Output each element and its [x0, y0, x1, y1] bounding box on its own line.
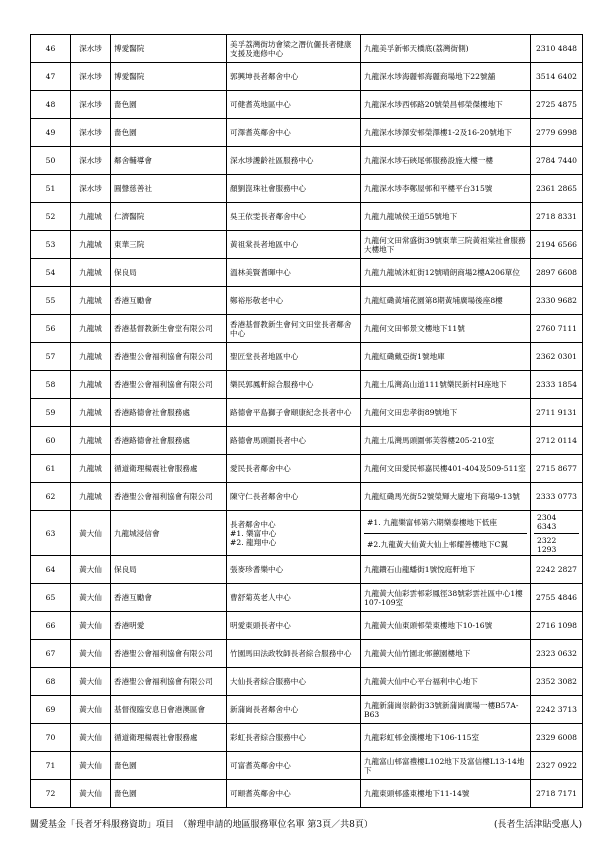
telephone-cell: 2718 8331: [531, 203, 583, 231]
telephone-cell: 2333 0773: [531, 483, 583, 511]
address-cell: 九龍九龍城沐虹街12號晴朗商場2樓A206單位: [361, 259, 531, 287]
service-units-sheet: [30, 34, 582, 808]
organization-cell: 嗇色園: [111, 119, 227, 147]
row-number: 61: [31, 455, 71, 483]
district-cell: 九龍城: [71, 231, 111, 259]
address-cell: 九龍深水埗海麗邨海麗商場地下22號舖: [361, 63, 531, 91]
district-cell: 黃大仙: [71, 696, 111, 724]
telephone-cell: 2329 6008: [531, 724, 583, 752]
address-cell: 九龍深水埗澤安邨榮澤樓1-2及16-20號地下: [361, 119, 531, 147]
address-cell: 九龍深水埗石硤尾邨服務設施大樓一樓: [361, 147, 531, 175]
district-cell: 黃大仙: [71, 668, 111, 696]
telephone-cell: 2755 4846: [531, 584, 583, 612]
unit-name-cell: 路德會馬頭圍長者中心: [227, 427, 361, 455]
row-number: 57: [31, 343, 71, 371]
table-row: [31, 780, 583, 808]
unit-name-cell: 黃祖棠長者地區中心: [227, 231, 361, 259]
telephone-cell: 2242 2827: [531, 556, 583, 584]
table-row: [31, 612, 583, 640]
table-row: [31, 91, 583, 119]
organization-cell: 循道衛理楊震社會服務處: [111, 724, 227, 752]
district-cell: 黃大仙: [71, 780, 111, 808]
table-row: [31, 399, 583, 427]
row-number: 53: [31, 231, 71, 259]
organization-cell: 香港互勵會: [111, 287, 227, 315]
telephone-cell: 2194 6566: [531, 231, 583, 259]
row-number: 54: [31, 259, 71, 287]
address-cell: 九龍富山邨富禮樓L102地下及富信樓L13-14地下: [361, 752, 531, 780]
address-cell: 九龍黃大仙彩雲邨彩鳳徑38號彩雲社區中心1樓107-109室: [361, 584, 531, 612]
unit-name-line: #1. 樂富中心: [230, 528, 277, 538]
table-row: [31, 287, 583, 315]
table-row: [31, 427, 583, 455]
unit-name-cell: 彩虹長者綜合服務中心: [227, 724, 361, 752]
address-cell: 九龍紅磡馬光街52號榮輝大廈地下商場9-13號: [361, 483, 531, 511]
organization-cell: 香港聖公會福利協會有限公司: [111, 343, 227, 371]
table-row: [31, 343, 583, 371]
row-number: 47: [31, 63, 71, 91]
organization-cell: 香港聖公會福利協會有限公司: [111, 371, 227, 399]
district-cell: 九龍城: [71, 427, 111, 455]
unit-name-cell: 香港基督教新生會何文田堂長者鄰舍中心: [227, 315, 361, 343]
telephone-cell: 2330 9682: [531, 287, 583, 315]
unit-name-cell: 顏劉崑珠社會服務中心: [227, 175, 361, 203]
table-row: [31, 119, 583, 147]
unit-name-line: #2. 龍翔中心: [230, 537, 277, 547]
address-cell: 九龍土瓜灣高山道111號樂民新村H座地下: [361, 371, 531, 399]
district-cell: 九龍城: [71, 483, 111, 511]
telephone-cell: 2784 7440: [531, 147, 583, 175]
table-row: [31, 259, 583, 287]
organization-cell: 保良局: [111, 556, 227, 584]
row-number: 58: [31, 371, 71, 399]
telephone-cell: 2718 7171: [531, 780, 583, 808]
district-cell: 九龍城: [71, 203, 111, 231]
address-cell: 九龍紅磡戴亞街1號地庫: [361, 343, 531, 371]
telephone-cell: 2760 7111: [531, 315, 583, 343]
table-row: [31, 724, 583, 752]
telephone-sub-row: 2322 1293: [534, 533, 579, 555]
telephone-cell: 2362 0301: [531, 343, 583, 371]
telephone-sub-row: 2304 6343: [537, 513, 557, 531]
district-cell: 深水埗: [71, 119, 111, 147]
organization-cell: 仁濟醫院: [111, 203, 227, 231]
row-number: 71: [31, 752, 71, 780]
unit-name-cell: 鄭裕彤敬老中心: [227, 287, 361, 315]
district-cell: 深水埗: [71, 175, 111, 203]
address-cell: 九龍黃大仙中心平台福利中心地下: [361, 668, 531, 696]
organization-cell: 香港聖公會福利協會有限公司: [111, 668, 227, 696]
telephone-cell: 2361 2865: [531, 175, 583, 203]
organization-cell: 圓聲慈善社: [111, 175, 227, 203]
organization-cell: 香港聖公會福利協會有限公司: [111, 640, 227, 668]
organization-cell: 鄰舍輔導會: [111, 147, 227, 175]
unit-name-cell: 明愛東頭長者中心: [227, 612, 361, 640]
unit-name-cell: 曹舒菊英老人中心: [227, 584, 361, 612]
telephone-cell: 2725 4875: [531, 91, 583, 119]
telephone-cell: [531, 511, 583, 556]
unit-name-cell: 吳王依雯長者鄰舍中心: [227, 203, 361, 231]
unit-name-cell: 深水埗護齡社區服務中心: [227, 147, 361, 175]
address-cell: 九龍彩虹邨金漢樓地下106-115室: [361, 724, 531, 752]
unit-name-cell: 陳守仁長者鄰舍中心: [227, 483, 361, 511]
address-cell: 九龍土瓜灣馬頭圍邨芙蓉樓205-210室: [361, 427, 531, 455]
address-cell: 九龍黃大仙竹園北邨蕙園樓地下: [361, 640, 531, 668]
unit-name-cell: 溫林美賢耆暉中心: [227, 259, 361, 287]
row-number: 63: [31, 511, 71, 556]
table-row: [31, 203, 583, 231]
district-cell: 九龍城: [71, 399, 111, 427]
organization-cell: 九龍城浸信會: [111, 511, 227, 556]
row-number: 66: [31, 612, 71, 640]
row-number: 68: [31, 668, 71, 696]
table-row: [31, 175, 583, 203]
unit-name-cell: 竹園馬田法政牧師長者綜合服務中心: [227, 640, 361, 668]
district-cell: 深水埗: [71, 147, 111, 175]
organization-cell: 嗇色園: [111, 780, 227, 808]
table-row: [31, 668, 583, 696]
unit-name-cell: 可健耆英地區中心: [227, 91, 361, 119]
unit-name-cell: 可富耆英鄰舍中心: [227, 752, 361, 780]
address-cell: 九龍何文田常盛街39號東華三院黃祖棠社會服務大樓地下: [361, 231, 531, 259]
telephone-cell: 2897 6608: [531, 259, 583, 287]
unit-name-cell: 郭興坤長者鄰舍中心: [227, 63, 361, 91]
address-cell: 九龍美孚新邨天橋底(荔灣街側): [361, 35, 531, 63]
row-number: 69: [31, 696, 71, 724]
telephone-cell: 2779 6998: [531, 119, 583, 147]
organization-cell: 嗇色園: [111, 91, 227, 119]
address-cell: 九龍黃大仙東頭邨榮東樓地下10-16號: [361, 612, 531, 640]
unit-name-cell: 美孚荔灣街坊會梁之潛伉儷長者健康支援及進修中心: [227, 35, 361, 63]
district-cell: 九龍城: [71, 455, 111, 483]
district-cell: 黃大仙: [71, 584, 111, 612]
unit-name-cell: 可澤耆英鄰舍中心: [227, 119, 361, 147]
table-row: [31, 640, 583, 668]
table-row: [31, 752, 583, 780]
address-cell: 九龍新蒲崗崇齡街33號新蒲崗廣場一樓B57A-B63: [361, 696, 531, 724]
row-number: 46: [31, 35, 71, 63]
service-units-table: [30, 34, 583, 808]
organization-cell: 保良局: [111, 259, 227, 287]
district-cell: 九龍城: [71, 259, 111, 287]
table-row: [31, 63, 583, 91]
row-number: 50: [31, 147, 71, 175]
row-number: 60: [31, 427, 71, 455]
unit-name-cell: 路德會平島獅子會頤康紀念長者中心: [227, 399, 361, 427]
unit-name-cell: 愛民長者鄰舍中心: [227, 455, 361, 483]
unit-name-cell: [227, 511, 361, 556]
table-row: [31, 483, 583, 511]
table-row: [31, 556, 583, 584]
telephone-cell: 2716 1098: [531, 612, 583, 640]
row-number: 62: [31, 483, 71, 511]
telephone-cell: 3514 6402: [531, 63, 583, 91]
organization-cell: 香港基督教新生會堂有限公司: [111, 315, 227, 343]
table-row: [31, 231, 583, 259]
district-cell: 九龍城: [71, 371, 111, 399]
telephone-cell: 2711 9131: [531, 399, 583, 427]
unit-name-cell: 新蒲崗長者鄰舍中心: [227, 696, 361, 724]
address-cell: 九龍東頭邨盛東樓地下11-14號: [361, 780, 531, 808]
address-cell: 九龍紅磡黃埔花園第8期黃埔廣場後座8樓: [361, 287, 531, 315]
organization-cell: 博愛醫院: [111, 63, 227, 91]
district-cell: 深水埗: [71, 63, 111, 91]
table-row: [31, 371, 583, 399]
unit-name-cell: 樂民郭鳳軒綜合服務中心: [227, 371, 361, 399]
telephone-cell: 2323 0632: [531, 640, 583, 668]
district-cell: 深水埗: [71, 91, 111, 119]
row-number: 52: [31, 203, 71, 231]
telephone-cell: 2310 4848: [531, 35, 583, 63]
row-number: 64: [31, 556, 71, 584]
district-cell: 黃大仙: [71, 640, 111, 668]
district-cell: 九龍城: [71, 343, 111, 371]
telephone-cell: 2715 8677: [531, 455, 583, 483]
unit-name-cell: 聖匠堂長者地區中心: [227, 343, 361, 371]
unit-name-cell: 可頤耆英鄰舍中心: [227, 780, 361, 808]
telephone-cell: 2327 0922: [531, 752, 583, 780]
unit-name-line: 長者鄰舍中心: [230, 519, 276, 529]
district-cell: 深水埗: [71, 35, 111, 63]
telephone-cell: 2242 3713: [531, 696, 583, 724]
row-number: 56: [31, 315, 71, 343]
unit-name-cell: 張麥珍耆樂中心: [227, 556, 361, 584]
address-cell: 九龍何文田邨景文樓地下11號: [361, 315, 531, 343]
organization-cell: 嗇色園: [111, 752, 227, 780]
table-row: [31, 315, 583, 343]
row-number: 65: [31, 584, 71, 612]
organization-cell: 香港路德會社會服務處: [111, 427, 227, 455]
table-row: [31, 584, 583, 612]
address-cell: 九龍何文田愛民邨嘉民樓401-404及509-511室: [361, 455, 531, 483]
organization-cell: 香港明愛: [111, 612, 227, 640]
organization-cell: 東華三院: [111, 231, 227, 259]
table-body: [31, 35, 583, 808]
row-number: 49: [31, 119, 71, 147]
telephone-cell: 2333 1854: [531, 371, 583, 399]
row-number: 72: [31, 780, 71, 808]
telephone-cell: 2352 3082: [531, 668, 583, 696]
row-number: 67: [31, 640, 71, 668]
footer-eligibility-note: (長者生活津貼受惠人): [493, 820, 582, 830]
address-cell: [361, 511, 531, 556]
organization-cell: 香港路德會社會服務處: [111, 399, 227, 427]
table-row: [31, 35, 583, 63]
footer-program-title: 關愛基金「長者牙科服務資助」項目 （辦理申請的地區服務單位名單 第3頁／共8頁）: [30, 820, 373, 830]
address-sub-row: #1. 九龍樂富邨第六期樂泰樓地下低座: [367, 517, 497, 527]
district-cell: 九龍城: [71, 315, 111, 343]
page-footer: [30, 818, 582, 832]
telephone-cell: 2712 0114: [531, 427, 583, 455]
address-cell: 九龍何文田忠孝街89號地下: [361, 399, 531, 427]
district-cell: 黃大仙: [71, 724, 111, 752]
district-cell: 黃大仙: [71, 511, 111, 556]
address-cell: 九龍九龍城侯王道55號地下: [361, 203, 531, 231]
row-number: 70: [31, 724, 71, 752]
address-cell: 九龍鑽石山龍蟠街1號悅庭軒地下: [361, 556, 531, 584]
district-cell: 黃大仙: [71, 556, 111, 584]
table-row: [31, 455, 583, 483]
organization-cell: 香港聖公會福利協會有限公司: [111, 483, 227, 511]
row-number: 48: [31, 91, 71, 119]
row-number: 55: [31, 287, 71, 315]
row-number: 59: [31, 399, 71, 427]
organization-cell: 博愛醫院: [111, 35, 227, 63]
address-sub-row: #2.九龍黃大仙黃大仙上邨耀善樓地下C翼: [364, 533, 527, 555]
table-row: [31, 511, 583, 556]
table-row: [31, 147, 583, 175]
district-cell: 黃大仙: [71, 752, 111, 780]
address-cell: 九龍深水埗李鄭屋邨和平樓平台315號: [361, 175, 531, 203]
district-cell: 九龍城: [71, 287, 111, 315]
table-row: [31, 696, 583, 724]
organization-cell: 循道衛理楊震社會服務處: [111, 455, 227, 483]
organization-cell: 基督復臨安息日會港澳區會: [111, 696, 227, 724]
address-cell: 九龍深水埗西邨路20號榮昌邨榮傑樓地下: [361, 91, 531, 119]
unit-name-cell: 大仙長者綜合服務中心: [227, 668, 361, 696]
organization-cell: 香港互勵會: [111, 584, 227, 612]
row-number: 51: [31, 175, 71, 203]
district-cell: 黃大仙: [71, 612, 111, 640]
